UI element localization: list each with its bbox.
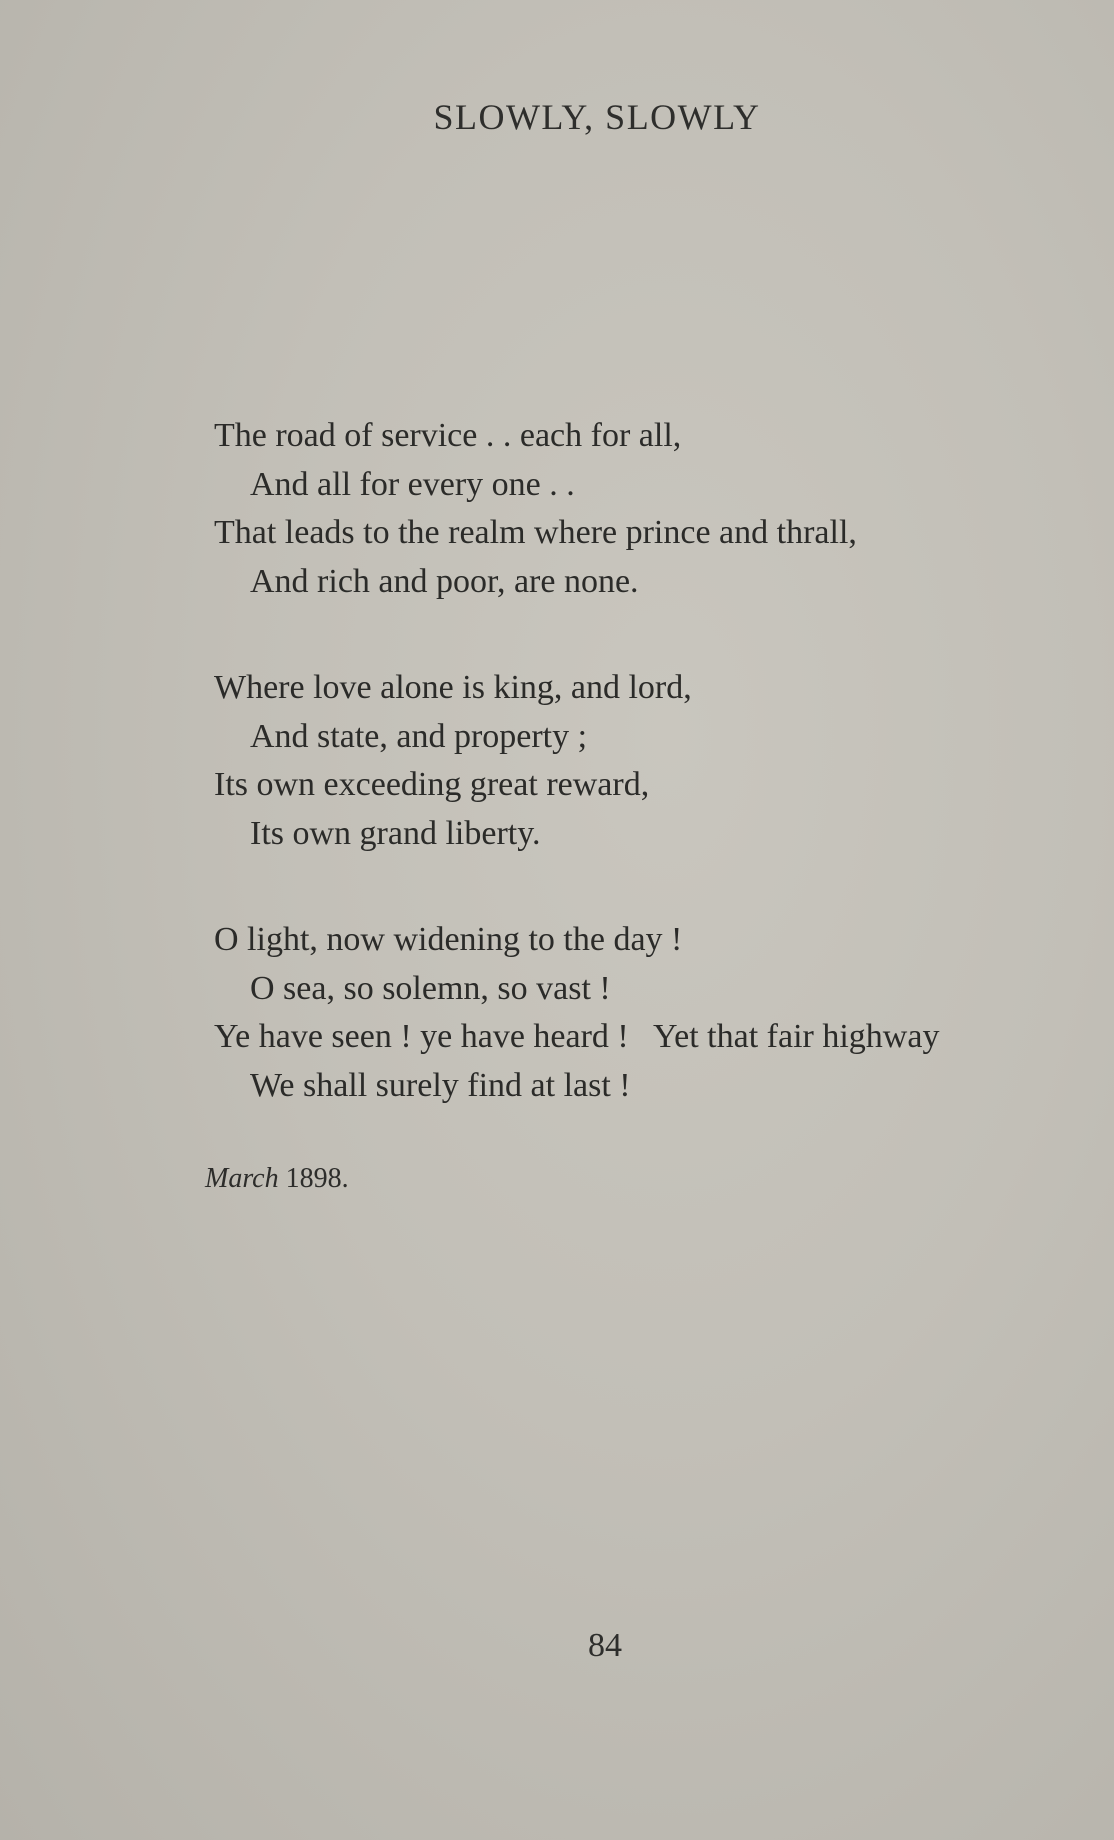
poem-line: Ye have seen ! ye have heard ! Yet that fair highway (214, 1018, 940, 1055)
poem-line: That leads to the realm where prince and thrall, (214, 514, 857, 551)
poem-line: Its own exceeding great reward, (214, 766, 650, 803)
poem-body (214, 412, 1074, 1168)
poem-line: And all for every one . . (250, 465, 575, 503)
poem-line: The road of service . . each for all, (214, 417, 682, 454)
poem-title: SLOWLY, SLOWLY (433, 97, 761, 137)
poem-line: We shall surely find at last ! (250, 1066, 631, 1104)
poem-line: Its own grand liberty. (250, 814, 541, 852)
poem-line: And rich and poor, are none. (250, 562, 639, 600)
poem-line: Where love alone is king, and lord, (214, 669, 692, 706)
poem-line: O light, now widening to the day ! (214, 921, 683, 958)
stanza-2 (214, 664, 1074, 858)
stanza-1 (214, 412, 1074, 606)
poem-line: O sea, so solemn, so vast ! (250, 969, 611, 1007)
poem-date (205, 1163, 349, 1195)
page-number: 84 (588, 1627, 622, 1664)
poem-line: And state, and property ; (250, 717, 588, 755)
stanza-3 (214, 916, 1074, 1110)
date-year: 1898. (285, 1163, 349, 1194)
date-month: March (205, 1163, 279, 1194)
